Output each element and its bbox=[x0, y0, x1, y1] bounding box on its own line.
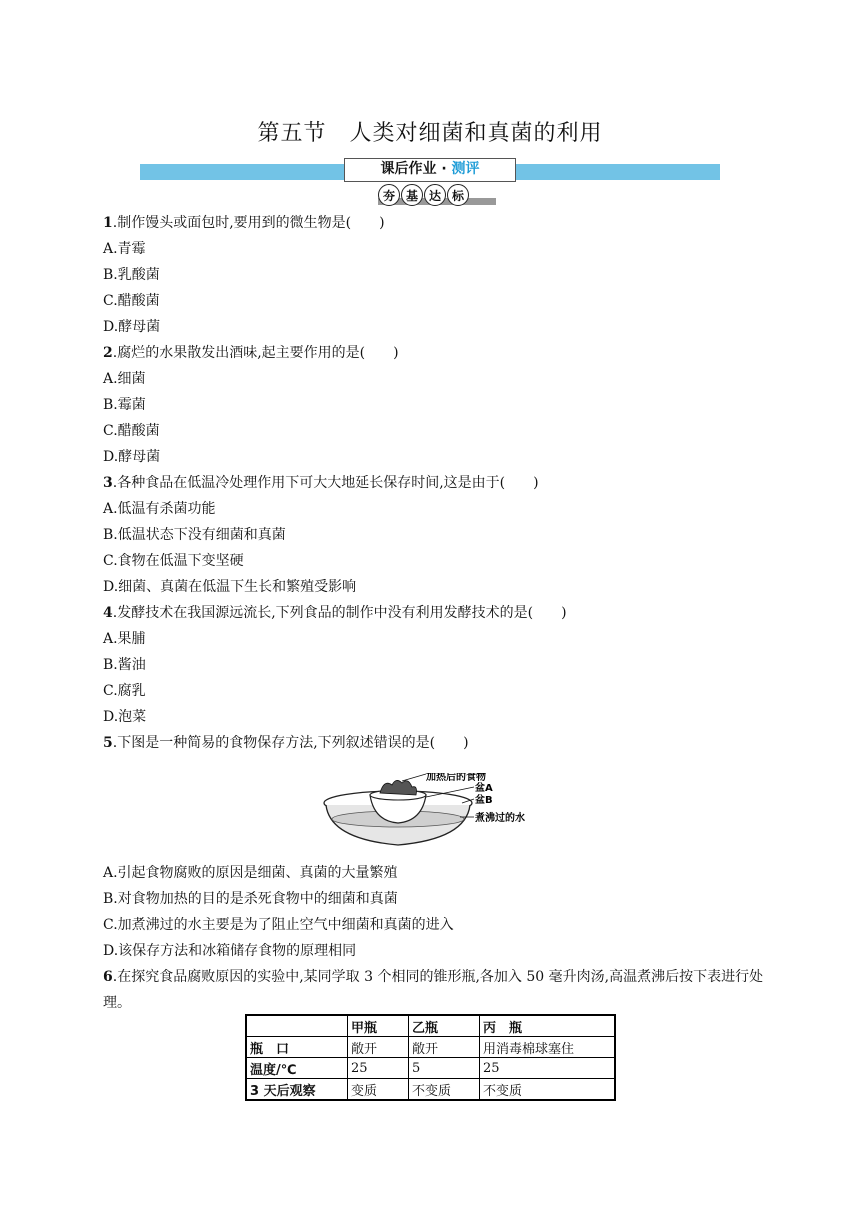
table-cell: 温度/℃ bbox=[246, 1058, 348, 1079]
table-row bbox=[246, 1058, 615, 1079]
option: B.对食物加热的目的是杀死食物中的细菌和真菌 bbox=[103, 891, 398, 907]
label-basin-b: 盆B bbox=[475, 795, 493, 806]
option: C.醋酸菌 bbox=[103, 423, 160, 439]
question-number: 3 bbox=[103, 475, 113, 491]
label-basin-a: 盆A bbox=[475, 783, 493, 794]
question-4 bbox=[103, 600, 773, 626]
question-2 bbox=[103, 340, 773, 366]
table-row bbox=[246, 1037, 615, 1058]
food-storage-diagram bbox=[322, 773, 542, 851]
table-cell: 敞开 bbox=[348, 1037, 409, 1058]
level-badges bbox=[378, 184, 469, 206]
question-5 bbox=[103, 730, 773, 756]
question-number: 4 bbox=[103, 605, 113, 621]
question-number: 6 bbox=[103, 969, 113, 985]
option: A.低温有杀菌功能 bbox=[103, 501, 216, 517]
question-stem: .腐烂的水果散发出酒味,起主要作用的是( ) bbox=[112, 345, 399, 361]
question-number: 2 bbox=[103, 345, 113, 361]
table-cell: 丙 瓶 bbox=[480, 1015, 616, 1037]
option: A.青霉 bbox=[103, 241, 146, 257]
option: A.果脯 bbox=[103, 631, 146, 647]
question-stem: .制作馒头或面包时,要用到的微生物是( ) bbox=[112, 215, 385, 231]
label-heated-food: 加热后的食物 bbox=[426, 773, 486, 783]
badge-3: 达 bbox=[424, 184, 446, 206]
option: B.酱油 bbox=[103, 657, 146, 673]
option: D.酵母菌 bbox=[103, 449, 161, 465]
table-cell bbox=[246, 1015, 348, 1037]
option: D.泡菜 bbox=[103, 709, 147, 725]
option: A.细菌 bbox=[103, 371, 146, 387]
table-row bbox=[246, 1079, 615, 1101]
question-6 bbox=[103, 964, 773, 1016]
table-header-row bbox=[246, 1015, 615, 1037]
question-stem: .下图是一种简易的食物保存方法,下列叙述错误的是( ) bbox=[112, 735, 469, 751]
banner-left-text: 课后作业 · bbox=[380, 161, 452, 177]
option: C.腐乳 bbox=[103, 683, 146, 699]
section-banner-label bbox=[344, 158, 516, 182]
option: B.霉菌 bbox=[103, 397, 146, 413]
table-cell: 用消毒棉球塞住 bbox=[480, 1037, 616, 1058]
option: B.低温状态下没有细菌和真菌 bbox=[103, 527, 286, 543]
table-cell: 25 bbox=[480, 1058, 616, 1079]
option: C.醋酸菌 bbox=[103, 293, 160, 309]
table-cell: 乙瓶 bbox=[409, 1015, 480, 1037]
banner-accent-text: 测评 bbox=[451, 161, 480, 177]
table-cell: 3 天后观察 bbox=[246, 1079, 348, 1101]
label-boiled-water: 煮沸过的水 bbox=[475, 813, 525, 824]
option: C.加煮沸过的水主要是为了阻止空气中细菌和真菌的进入 bbox=[103, 917, 454, 933]
table-cell: 瓶 口 bbox=[246, 1037, 348, 1058]
question-stem: .在探究食品腐败原因的实验中,某同学取 3 个相同的锥形瓶,各加入 50 毫升肉汤,高温煮沸后按下表进行处理。 bbox=[103, 969, 764, 1011]
option: D.细菌、真菌在低温下生长和繁殖受影响 bbox=[103, 579, 357, 595]
badge-2: 基 bbox=[401, 184, 423, 206]
question-stem: .各种食品在低温冷处理作用下可大大地延长保存时间,这是由于( ) bbox=[112, 475, 539, 491]
option: D.酵母菌 bbox=[103, 319, 161, 335]
table-cell: 敞开 bbox=[409, 1037, 480, 1058]
question-number: 1 bbox=[103, 215, 113, 231]
question-3 bbox=[103, 470, 773, 496]
option: D.该保存方法和冰箱储存食物的原理相同 bbox=[103, 943, 357, 959]
heated-food bbox=[380, 780, 417, 795]
table-cell: 不变质 bbox=[409, 1079, 480, 1101]
question-list bbox=[103, 210, 773, 1016]
question-number: 5 bbox=[103, 735, 113, 751]
badge-1: 夯 bbox=[378, 184, 400, 206]
question-1 bbox=[103, 210, 773, 236]
leader-line bbox=[402, 774, 426, 781]
table-cell: 不变质 bbox=[480, 1079, 616, 1101]
option: A.引起食物腐败的原因是细菌、真菌的大量繁殖 bbox=[103, 865, 398, 881]
table-cell: 5 bbox=[409, 1058, 480, 1079]
table-cell: 甲瓶 bbox=[348, 1015, 409, 1037]
question-stem: .发酵技术在我国源远流长,下列食品的制作中没有利用发酵技术的是( ) bbox=[112, 605, 567, 621]
option: B.乳酸菌 bbox=[103, 267, 160, 283]
table-cell: 25 bbox=[348, 1058, 409, 1079]
table-cell: 变质 bbox=[348, 1079, 409, 1101]
badge-4: 标 bbox=[447, 184, 469, 206]
page-title: 第五节 人类对细菌和真菌的利用 bbox=[257, 121, 603, 146]
experiment-table bbox=[245, 1014, 616, 1101]
option: C.食物在低温下变坚硬 bbox=[103, 553, 244, 569]
